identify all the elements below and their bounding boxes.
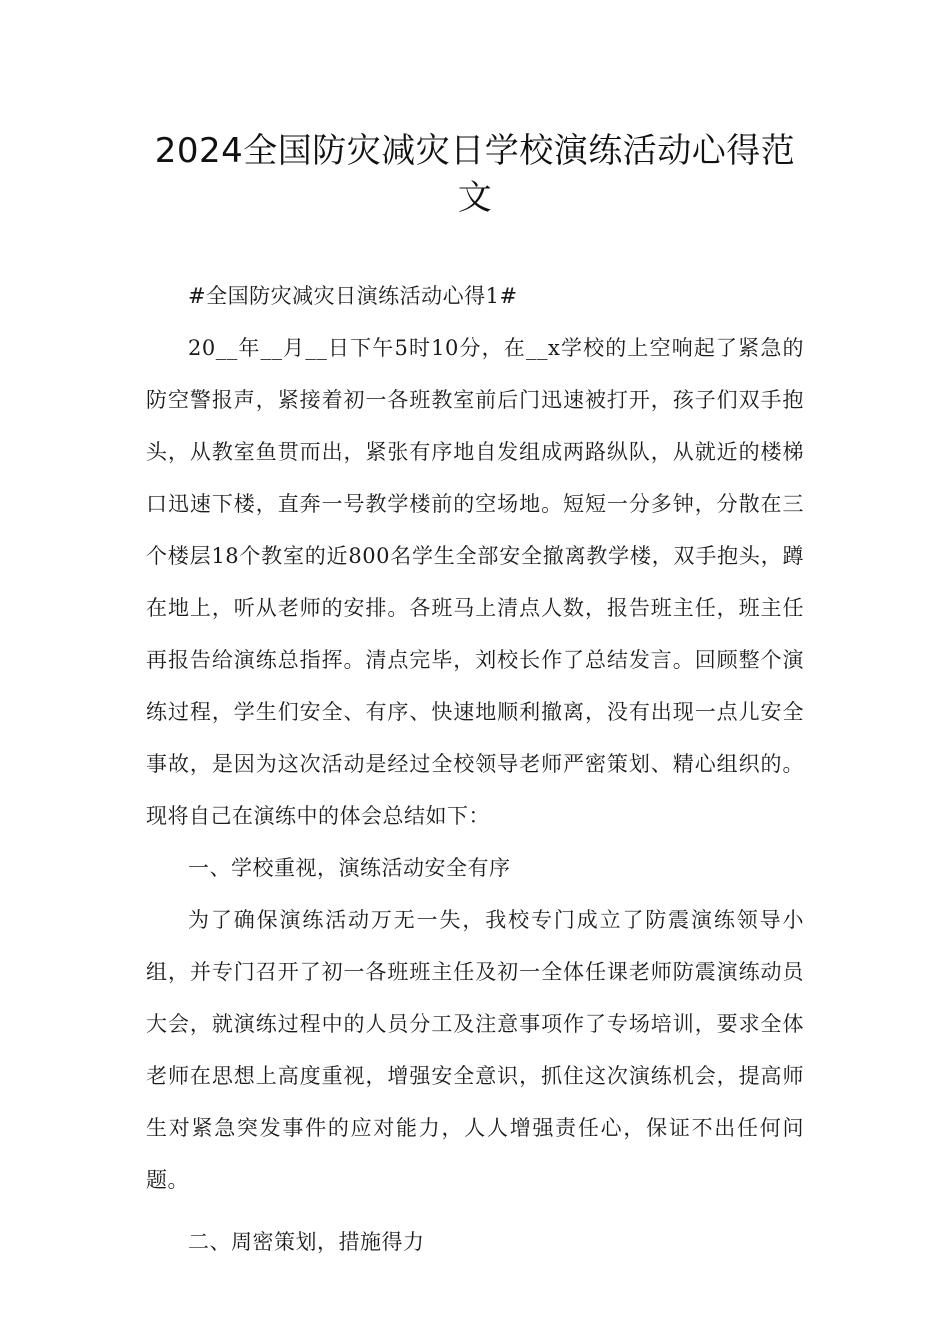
paragraph-intro: 20__年__月__日下午5时10分，在__x学校的上空响起了紧急的防空警报声，紧接着初一各班教室前后门迅速被打开，孩子们双手抱头，从教室鱼贯而出，紧张有序地自发组成两路纵队，从就近的楼梯口迅速下楼，直奔一号教学楼前的空场地。短短一分多钟，分散在三个楼层18个教室的近800名学生全部安全撤离教学楼，双手抱头，蹲在地上，听从老师的安排。各班马上清点人数，报告班主任，班主任再报告给演练总指挥。清点完毕，刘校长作了总结发言。回顾整个演练过程，学生们安全、有序、快速地顺利撤离，没有出现一点儿安全事故，是因为这次活动是经过全校领导老师严密策划、精心组织的。现将自己在演练中的体会总结如下： xyxy=(146,336,804,828)
document-title: 2024全国防灾减灾日学校演练活动心得范文 xyxy=(154,131,796,218)
section-heading-2: 二、周密策划，措施得力 xyxy=(188,1230,425,1254)
section-heading-1: 一、学校重视，演练活动安全有序 xyxy=(188,856,511,880)
document-body xyxy=(146,270,804,1268)
section-subtitle: #全国防灾减灾日演练活动心得1# xyxy=(188,284,518,308)
paragraph-section-1: 为了确保演练活动万无一失，我校专门成立了防震演练领导小组，并专门召开了初一各班班主任及初一全体任课老师防震演练动员大会，就演练过程中的人员分工及注意事项作了专场培训，要求全体老师在思想上高度重视，增强安全意识，抓住这次演练机会，提高师生对紧急突发事件的应对能力，人人增强责任心，保证不出任何问题。 xyxy=(146,908,804,1192)
